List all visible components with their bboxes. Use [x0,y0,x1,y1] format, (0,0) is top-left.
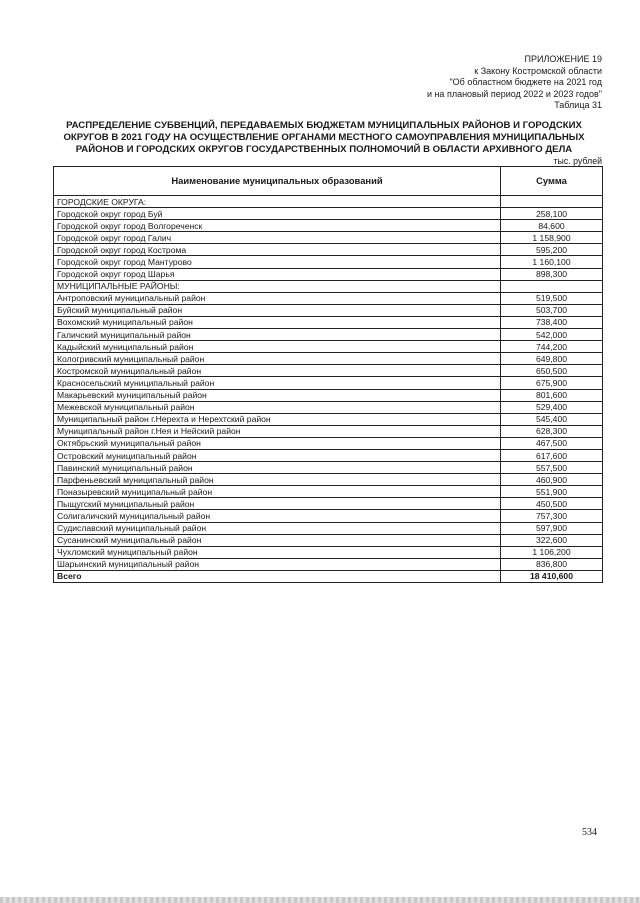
municipality-name: Павинский муниципальный район [54,462,501,474]
table-row [54,486,603,498]
municipality-name: Красносельский муниципальный район [54,377,501,389]
amount-cell: 557,500 [501,462,603,474]
table-row [54,474,603,486]
municipality-name: Кологривский муниципальный район [54,353,501,365]
municipality-name: Городской округ город Мантурово [54,256,501,268]
table-row [54,316,603,328]
table-row [54,208,603,220]
amount-cell: 898,300 [501,268,603,280]
amount-cell: 744,200 [501,341,603,353]
amount-cell: 322,600 [501,534,603,546]
amount-cell: 519,500 [501,292,603,304]
amount-cell: 529,400 [501,401,603,413]
table-row [54,232,603,244]
municipality-name: Городской округ город Шарья [54,268,501,280]
appendix-line: и на плановый период 2022 и 2023 годов" [426,88,602,99]
municipality-name: Кадыйский муниципальный район [54,341,501,353]
amount-cell: 503,700 [501,304,603,316]
municipality-name: Поназыревский муниципальный район [54,486,501,498]
total-row [54,570,603,582]
amount-cell [501,280,603,292]
table-row [54,341,603,353]
amount-cell: 597,900 [501,522,603,534]
units-label: тыс. рублей [553,156,602,166]
table-row [54,462,603,474]
municipality-name: Муниципальный район г.Нерехта и Нерехтский район [54,413,501,425]
title-line: РАСПРЕДЕЛЕНИЕ СУБВЕНЦИЙ, ПЕРЕДАВАЕМЫХ БЮДЖЕТАМ МУНИЦИПАЛЬНЫХ РАЙОНОВ И ГОРОДСКИХ [66,120,582,131]
amount-cell: 467,500 [501,437,603,449]
amount-cell: 628,300 [501,425,603,437]
municipality-name: Сусанинский муниципальный район [54,534,501,546]
municipality-name: Судиславский муниципальный район [54,522,501,534]
amount-cell: 650,500 [501,365,603,377]
municipality-name: Чухломский муниципальный район [54,546,501,558]
total-label: Всего [54,570,501,582]
amount-cell: 542,000 [501,329,603,341]
amount-cell: 836,800 [501,558,603,570]
section-header-row [54,280,603,292]
subsidy-table [53,166,603,583]
amount-cell: 258,100 [501,208,603,220]
table-row [54,220,603,232]
municipality-name: МУНИЦИПАЛЬНЫЕ РАЙОНЫ: [54,280,501,292]
table-row [54,498,603,510]
amount-cell [501,196,603,208]
municipality-name: Муниципальный район г.Нея и Нейский район [54,425,501,437]
table-row [54,365,603,377]
municipality-name: Макарьевский муниципальный район [54,389,501,401]
amount-cell: 617,600 [501,449,603,461]
table-row [54,256,603,268]
table-row [54,268,603,280]
municipality-name: Межевской муниципальный район [54,401,501,413]
amount-cell: 595,200 [501,244,603,256]
table-row [54,304,603,316]
column-header-amount: Сумма [501,167,603,196]
municipality-name: Пыщугский муниципальный район [54,498,501,510]
municipality-name: Антроповский муниципальный район [54,292,501,304]
table-row [54,244,603,256]
table-row [54,510,603,522]
document-title [50,120,598,156]
table-row [54,449,603,461]
amount-cell: 545,400 [501,413,603,425]
table-row [54,425,603,437]
municipality-name: Парфеньевский муниципальный район [54,474,501,486]
appendix-line: ПРИЛОЖЕНИЕ 19 [524,54,602,64]
table-row [54,437,603,449]
amount-cell: 1 106,200 [501,546,603,558]
table-number: Таблица 31 [554,100,602,110]
amount-cell: 801,600 [501,389,603,401]
table-row [54,329,603,341]
appendix-header [427,54,602,112]
municipality-name: Городской округ город Волгореченск [54,220,501,232]
table-header-row [54,167,603,196]
amount-cell: 757,300 [501,510,603,522]
municipality-name: Буйский муниципальный район [54,304,501,316]
amount-cell: 1 158,900 [501,232,603,244]
municipality-name: Галичский муниципальный район [54,329,501,341]
amount-cell: 84,600 [501,220,603,232]
table-row [54,292,603,304]
municipality-name: Городской округ город Кострома [54,244,501,256]
section-header-row [54,196,603,208]
title-line: РАЙОНОВ И ГОРОДСКИХ ОКРУГОВ ГОСУДАРСТВЕННЫХ ПОЛНОМОЧИЙ В ОБЛАСТИ АРХИВНОГО ДЕЛА [75,144,573,155]
page-number: 534 [582,827,597,838]
table-row [54,546,603,558]
amount-cell: 551,900 [501,486,603,498]
table-row [54,389,603,401]
municipality-name: Городской округ город Галич [54,232,501,244]
municipality-name: ГОРОДСКИЕ ОКРУГА: [54,196,501,208]
table-row [54,534,603,546]
table-row [54,377,603,389]
scan-edge-strip [0,897,640,903]
amount-cell: 649,800 [501,353,603,365]
table-body [54,196,603,583]
municipality-name: Островский муниципальный район [54,449,501,461]
amount-cell: 675,900 [501,377,603,389]
column-header-name: Наименование муниципальных образований [54,167,501,196]
amount-cell: 1 160,100 [501,256,603,268]
table-row [54,413,603,425]
municipality-name: Октябрьский муниципальный район [54,437,501,449]
table-row [54,401,603,413]
municipality-name: Шарьинский муниципальный район [54,558,501,570]
municipality-name: Костромской муниципальный район [54,365,501,377]
appendix-line: "Об областном бюджете на 2021 год [449,77,602,87]
municipality-name: Вохомский муниципальный район [54,316,501,328]
amount-cell: 450,500 [501,498,603,510]
title-line: ОКРУГОВ В 2021 ГОДУ НА ОСУЩЕСТВЛЕНИЕ ОРГАНАМИ МЕСТНОГО САМОУПРАВЛЕНИЯ МУНИЦИПАЛЬНЫХ [63,132,585,143]
table-row [54,558,603,570]
appendix-line: к Закону Костромской области [474,65,602,76]
table-row [54,353,603,365]
total-amount: 18 410,600 [501,570,603,582]
table-row [54,522,603,534]
municipality-name: Городской округ город Буй [54,208,501,220]
municipality-name: Солигаличский муниципальный район [54,510,501,522]
amount-cell: 460,900 [501,474,603,486]
amount-cell: 738,400 [501,316,603,328]
